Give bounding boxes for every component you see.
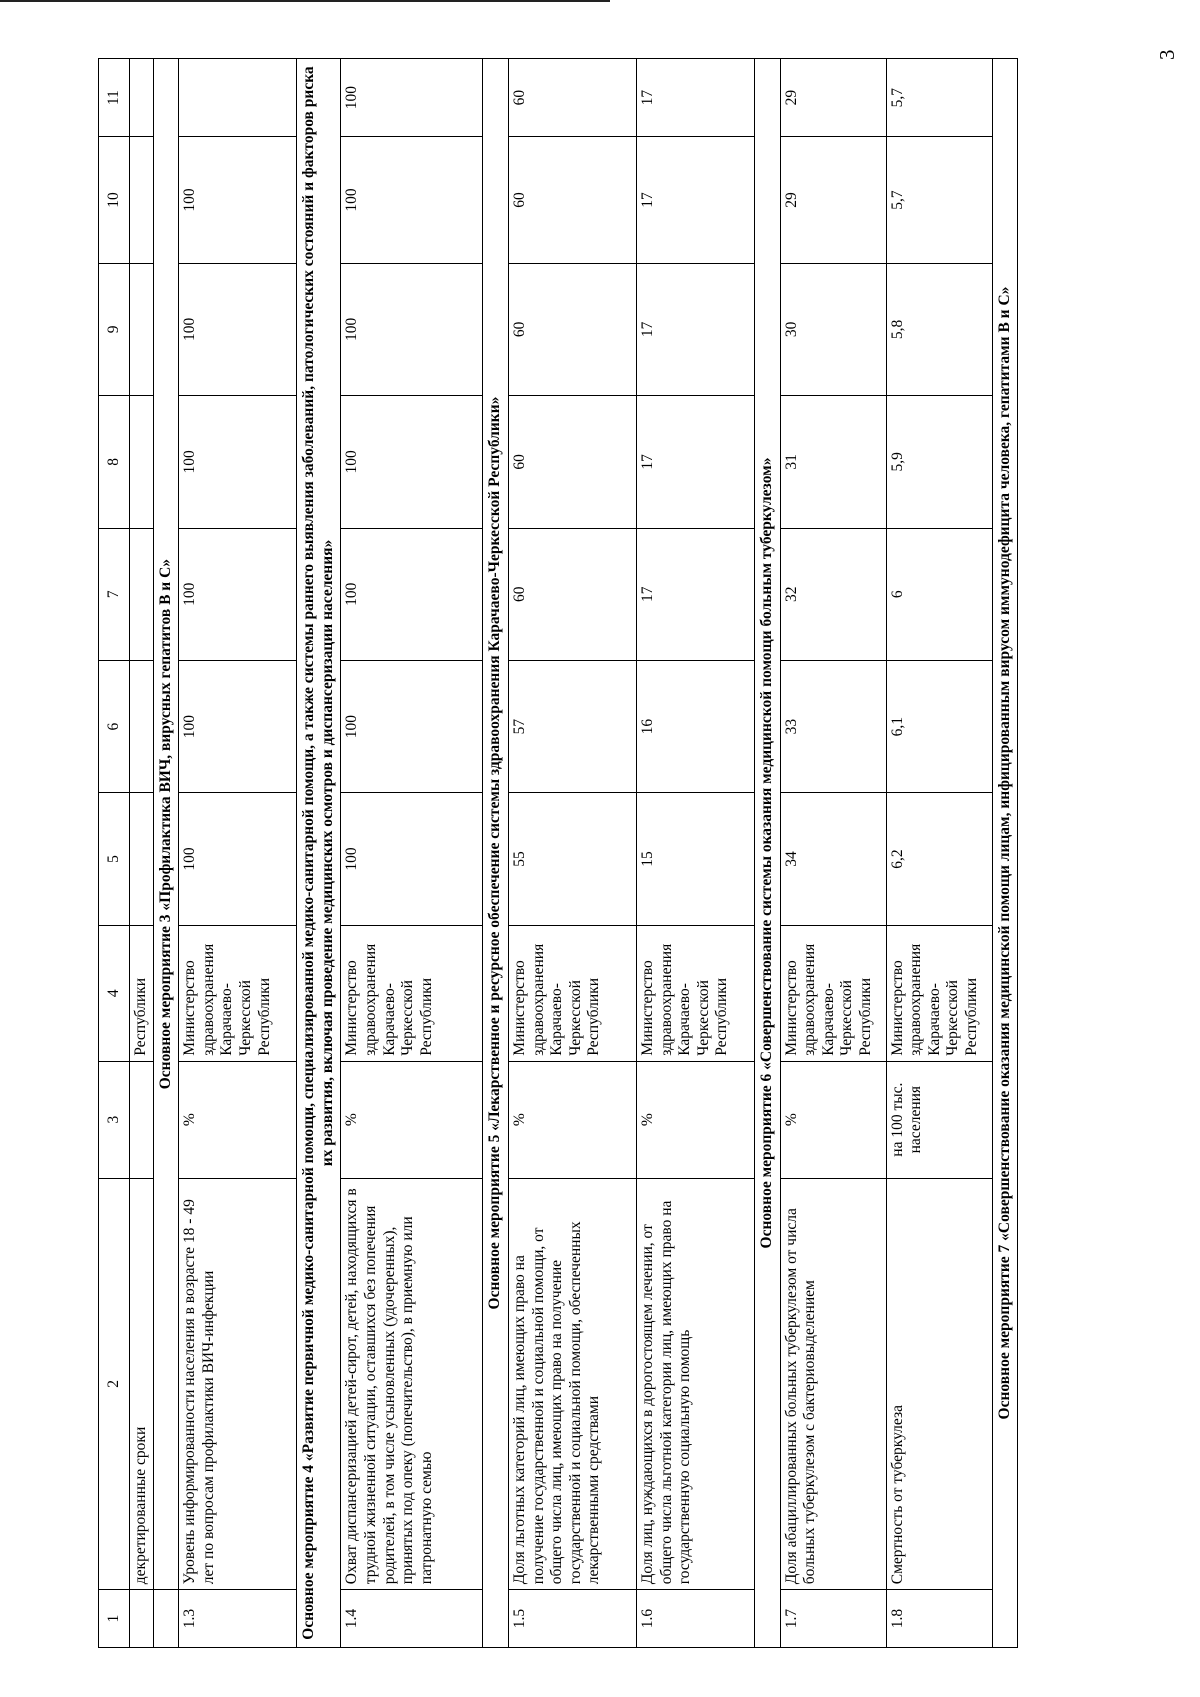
value-col8: 17 xyxy=(636,396,754,528)
value-col6: 33 xyxy=(780,660,886,792)
value-col11: 17 xyxy=(636,59,754,137)
value-col6: 57 xyxy=(508,660,636,792)
section-row xyxy=(153,59,179,1648)
header-col-7: 7 xyxy=(99,528,130,660)
header-col-2: 2 xyxy=(99,1178,130,1590)
header-col-8: 8 xyxy=(99,396,130,528)
value-col11: 100 xyxy=(341,59,483,137)
indicator-name: Доля льготных категорий лиц, имеющих право на получение государственной и социальной помощи, от общего числа лиц, имеющих право на получение государственной и социальной помощи, обеспеченных лекарственными средствами xyxy=(508,1178,636,1590)
value-col10: 29 xyxy=(780,137,886,263)
value-col6: 100 xyxy=(179,660,297,792)
value-col5: 6,2 xyxy=(886,793,992,925)
section-row xyxy=(754,59,780,1648)
value-col7: 100 xyxy=(341,528,483,660)
indicator-name: Смертность от туберкулеза xyxy=(886,1178,992,1590)
row-number: 1.5 xyxy=(508,1590,636,1648)
row-number: 1.6 xyxy=(636,1590,754,1648)
responsible-org: Министерство здравоохранения Карачаево-Черкесской Республики xyxy=(780,925,886,1061)
responsible-org: Министерство здравоохранения Карачаево-Черкесской Республики xyxy=(179,925,297,1061)
indicator-name: Доля лиц, нуждающихся в дорогостоящем лечении, от общего числа льготной категории лиц, имеющих право на государственную социальную помощь xyxy=(636,1178,754,1590)
unit: % xyxy=(780,1061,886,1178)
unit: на 100 тыс. населения xyxy=(886,1061,992,1178)
unit: % xyxy=(179,1061,297,1178)
value-col9: 100 xyxy=(341,263,483,395)
value-col11: 60 xyxy=(508,59,636,137)
indicator-name: Охват диспансеризацией детей-сирот, детей, находящихся в трудной жизненной ситуации, оставшихся без попечения родителей, в том числе усыновленных (удочеренных), принятых под опеку (попечительство), в приемную или патронатную семью xyxy=(341,1178,483,1590)
table-row xyxy=(179,59,297,1648)
value-col5: 100 xyxy=(179,793,297,925)
header-col-5: 5 xyxy=(99,793,130,925)
value-col11: 29 xyxy=(780,59,886,137)
continuation-row xyxy=(130,59,154,1648)
header-col-11: 11 xyxy=(99,59,130,137)
indicator-name: Доля абациллированных больных туберкулезом от числа больных туберкулезом с бактериовыделением xyxy=(780,1178,886,1590)
table-row xyxy=(780,59,886,1648)
value-col8: 31 xyxy=(780,396,886,528)
header-col-6: 6 xyxy=(99,660,130,792)
unit: % xyxy=(508,1061,636,1178)
value-col7: 32 xyxy=(780,528,886,660)
value-col11: 5,7 xyxy=(886,59,992,137)
value-col8: 5,9 xyxy=(886,396,992,528)
row-number: 1.4 xyxy=(341,1590,483,1648)
rotated-table-container xyxy=(98,58,1183,1648)
table-row xyxy=(886,59,992,1648)
value-col10: 5,7 xyxy=(886,137,992,263)
value-col9: 100 xyxy=(179,263,297,395)
indicator-name: Уровень информированности населения в возрасте 18 - 49 лет по вопросам профилактики ВИЧ-инфекции xyxy=(179,1178,297,1590)
section-title-3: Основное мероприятие 3 «Профилактика ВИЧ, вирусных гепатитов В и С» xyxy=(153,59,179,1590)
value-col9: 17 xyxy=(636,263,754,395)
value-col5: 34 xyxy=(780,793,886,925)
header-col-9: 9 xyxy=(99,263,130,395)
header-col-1: 1 xyxy=(99,1590,130,1648)
value-col10: 60 xyxy=(508,137,636,263)
row-number: 1.7 xyxy=(780,1590,886,1648)
responsible-org: Министерство здравоохранения Карачаево-Черкесской Республики xyxy=(508,925,636,1061)
value-col10: 17 xyxy=(636,137,754,263)
responsible-org: Министерство здравоохранения Карачаево-Черкесской Республики xyxy=(886,925,992,1061)
top-rule xyxy=(0,0,610,2)
unit: % xyxy=(636,1061,754,1178)
continuation-text-col2: декретированные сроки xyxy=(130,1178,154,1590)
value-col5: 55 xyxy=(508,793,636,925)
indicators-table xyxy=(98,58,1018,1648)
value-col7: 6 xyxy=(886,528,992,660)
value-col5: 15 xyxy=(636,793,754,925)
header-col-3: 3 xyxy=(99,1061,130,1178)
value-col5: 100 xyxy=(341,793,483,925)
value-col10: 100 xyxy=(341,137,483,263)
responsible-org: Министерство здравоохранения Карачаево-Черкесской Республики xyxy=(341,925,483,1061)
value-col7: 60 xyxy=(508,528,636,660)
value-col7: 17 xyxy=(636,528,754,660)
row-number: 1.8 xyxy=(886,1590,992,1648)
continuation-text-col4: Республики xyxy=(130,925,154,1061)
value-col6: 16 xyxy=(636,660,754,792)
value-col8: 100 xyxy=(341,396,483,528)
section-title-4: Основное мероприятие 4 «Развитие первичной медико-санитарной помощи, специализированной медико-санитарной помощи, а также системы раннего выявления заболеваний, патологических состояний и факторов риска их развития, включая проведение медицинских осмотров и диспансеризации населения» xyxy=(297,59,341,1648)
responsible-org: Министерство здравоохранения Карачаево-Черкесской Республики xyxy=(636,925,754,1061)
section-row xyxy=(483,59,509,1648)
row-number: 1.3 xyxy=(179,1590,297,1648)
table-row xyxy=(341,59,483,1648)
header-col-4: 4 xyxy=(99,925,130,1061)
table-row xyxy=(508,59,636,1648)
page-number: 3 xyxy=(1155,49,1179,60)
value-col11 xyxy=(179,59,297,137)
section-title-7: Основное мероприятие 7 «Совершенствование оказания медицинской помощи лицам, инфицированным вирусом иммунодефицита человека, гепатитами В и С» xyxy=(992,59,1018,1648)
table-row xyxy=(636,59,754,1648)
value-col7: 100 xyxy=(179,528,297,660)
value-col8: 60 xyxy=(508,396,636,528)
value-col6: 6,1 xyxy=(886,660,992,792)
section-row xyxy=(297,59,341,1648)
value-col9: 60 xyxy=(508,263,636,395)
value-col9: 30 xyxy=(780,263,886,395)
unit: % xyxy=(341,1061,483,1178)
section-title-5: Основное мероприятие 5 «Лекарственное и ресурсное обеспечение системы здравоохранения Карачаево-Черкесской Республики» xyxy=(483,59,509,1648)
section-row xyxy=(992,59,1018,1648)
value-col8: 100 xyxy=(179,396,297,528)
header-col-10: 10 xyxy=(99,137,130,263)
header-row xyxy=(99,59,130,1648)
section-title-6: Основное мероприятие 6 «Совершенствование системы оказания медицинской помощи больным туберкулезом» xyxy=(754,59,780,1648)
value-col10: 100 xyxy=(179,137,297,263)
value-col6: 100 xyxy=(341,660,483,792)
value-col9: 5,8 xyxy=(886,263,992,395)
